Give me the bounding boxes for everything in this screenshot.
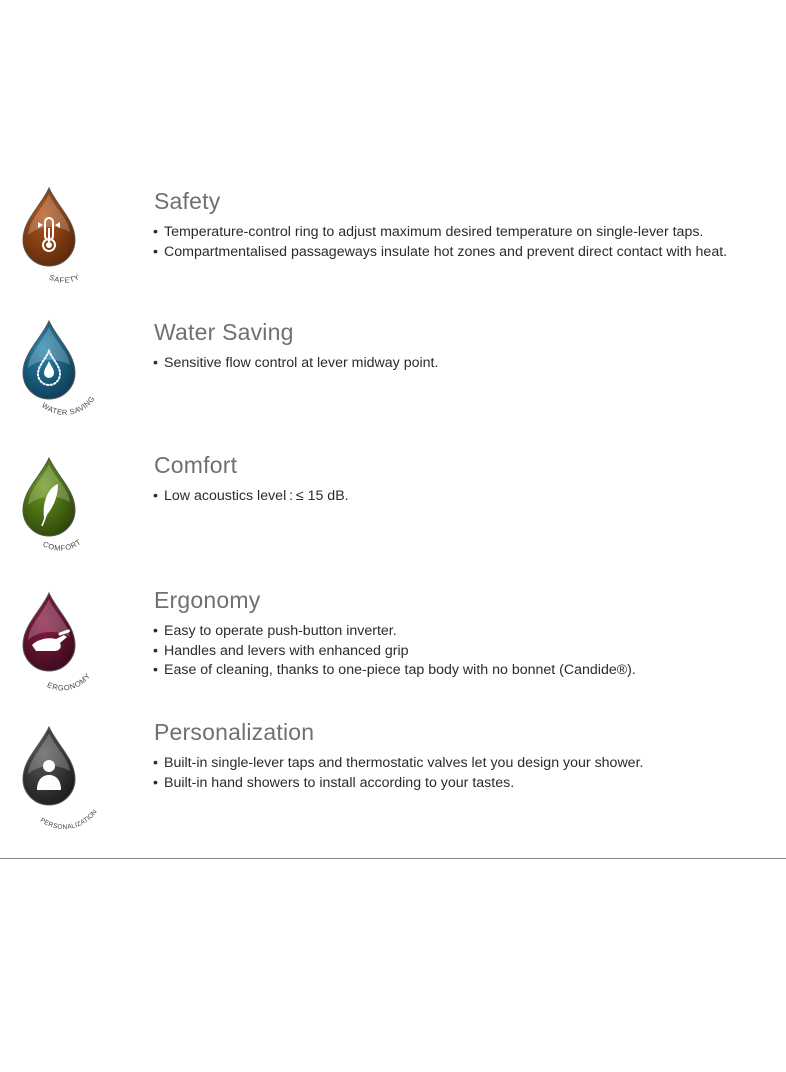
comfort-badge	[14, 452, 106, 557]
badge-label: COMFORT	[41, 537, 83, 553]
feature-safety	[0, 188, 786, 318]
bullet-list	[153, 622, 636, 681]
badge-label: ERGONOMY	[45, 671, 93, 693]
svg-text:COMFORT	[41, 537, 83, 553]
feature-title: Ergonomy	[154, 587, 261, 613]
bullet-item: • Built-in single-lever taps and thermostatic valves let you design your shower.	[153, 755, 644, 771]
bullet-item: • Low acoustics level : ≤ 15 dB.	[153, 488, 349, 504]
bullet-item: • Sensitive flow control at lever midway point.	[153, 355, 439, 371]
feature-comfort	[0, 452, 786, 582]
bullet-list	[153, 223, 727, 262]
feature-title: Personalization	[154, 719, 315, 745]
svg-text:ERGONOMY	[46, 671, 92, 692]
badge-label: PERSONALIZATION	[38, 808, 99, 832]
feather-icon	[14, 452, 106, 557]
feature-ergonomy	[0, 587, 786, 717]
bullet-item: • Built-in hand showers to install according to your tastes.	[153, 774, 515, 791]
bullet-item: • Handles and levers with enhanced grip	[153, 642, 409, 659]
bullet-item: • Compartmentalised passageways insulate hot zones and prevent direct contact with heat.	[153, 243, 728, 260]
bullet-list	[153, 487, 349, 507]
feature-water-saving	[0, 319, 786, 449]
bullet-item: • Easy to operate push-button inverter.	[153, 623, 397, 639]
bullet-list	[153, 354, 438, 374]
water-saving-badge	[14, 319, 106, 424]
bullet-item: • Temperature-control ring to adjust maximum desired temperature on single-lever taps.	[153, 224, 704, 240]
feature-title: Comfort	[154, 452, 238, 478]
bottom-divider	[0, 858, 786, 859]
person-icon	[14, 719, 106, 832]
personalization-badge	[14, 719, 106, 832]
thermometer-icon	[14, 188, 106, 293]
hand-icon	[14, 587, 106, 692]
ergonomy-badge	[14, 587, 106, 692]
water-drop-icon	[14, 319, 106, 424]
svg-text:SAFETY	[48, 272, 81, 285]
badge-label: SAFETY	[47, 272, 82, 285]
bullet-item: • Ease of cleaning, thanks to one-piece tap body with no bonnet (Candide®).	[153, 662, 636, 678]
feature-title: Safety	[154, 188, 221, 214]
feature-personalization	[0, 719, 786, 849]
feature-title: Water Saving	[154, 319, 294, 345]
svg-text:PERSONALIZATION	[39, 808, 99, 831]
safety-badge	[14, 188, 106, 293]
badge-label: WATER SAVING	[40, 394, 97, 417]
bullet-list	[153, 754, 643, 793]
